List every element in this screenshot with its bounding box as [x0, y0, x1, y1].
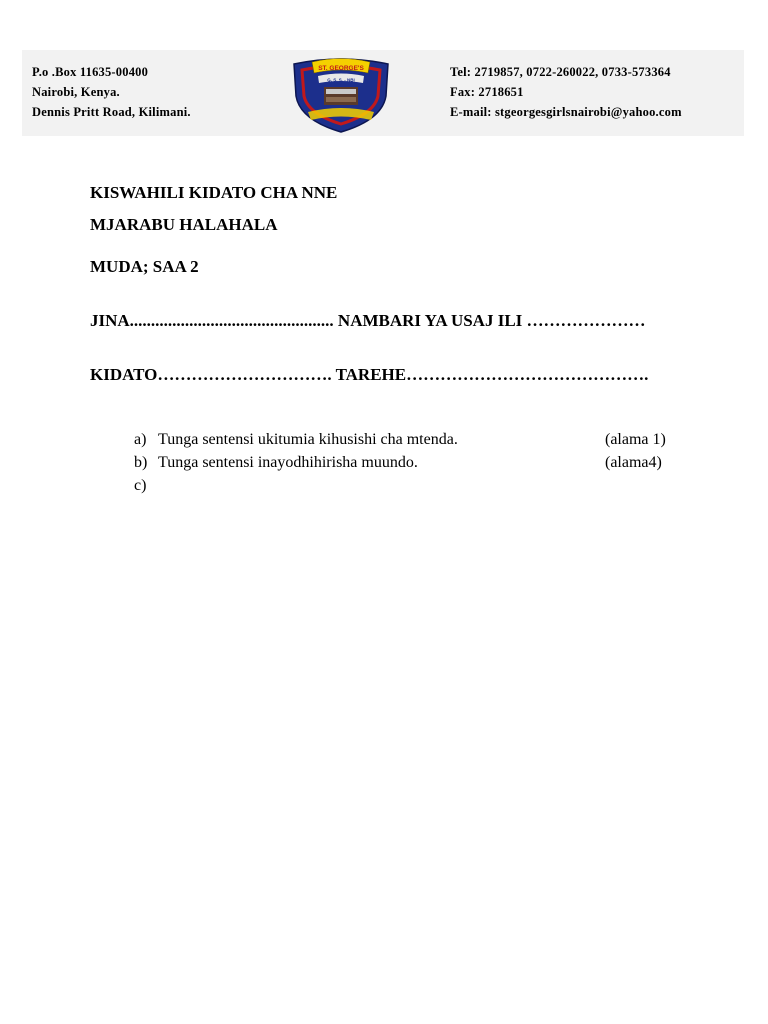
contact-line: Tel: 2719857, 0722-260022, 0733-573364: [450, 65, 671, 79]
contact-line: E-mail: stgeorgesgirlsnairobi@yahoo.com: [450, 105, 682, 119]
school-contacts: [450, 62, 682, 122]
question-marks: (alama 1): [605, 431, 666, 448]
contact-line: Fax: 2718651: [450, 85, 524, 99]
question-letter: c): [134, 477, 147, 494]
school-address: [32, 62, 191, 122]
exam-duration: MUDA; SAA 2: [90, 257, 199, 276]
address-line: P.o .Box 11635-00400: [32, 65, 149, 79]
address-line: Nairobi, Kenya.: [32, 85, 120, 99]
question-letter: a): [134, 431, 147, 448]
question-text: Tunga sentensi ukitumia kihusishi cha mtenda.: [158, 431, 458, 448]
letterhead: [22, 50, 744, 136]
question-item: [134, 474, 694, 497]
crest-title: ST. GEORGE'S: [318, 65, 364, 72]
exam-paper: MJARABU HALAHALA: [90, 215, 278, 234]
crest-subtitle: G. S. S. - NBI: [327, 77, 355, 83]
question-letter: b): [134, 454, 148, 471]
name-registration-line: JINA................................................ NAMBARI YA USAJ ILI …………………: [90, 311, 646, 330]
question-text: Tunga sentensi inayodhihirisha muundo.: [158, 454, 418, 471]
question-item: [134, 451, 694, 474]
question-list: [134, 428, 694, 497]
school-crest-logo: [288, 56, 394, 134]
address-line: Dennis Pritt Road, Kilimani.: [32, 105, 191, 119]
question-marks: (alama4): [605, 454, 662, 471]
class-date-line: KIDATO…………………………. TAREHE…………………………………….: [90, 365, 649, 384]
question-item: [134, 428, 694, 451]
exam-subject: KISWAHILI KIDATO CHA NNE: [90, 183, 338, 202]
